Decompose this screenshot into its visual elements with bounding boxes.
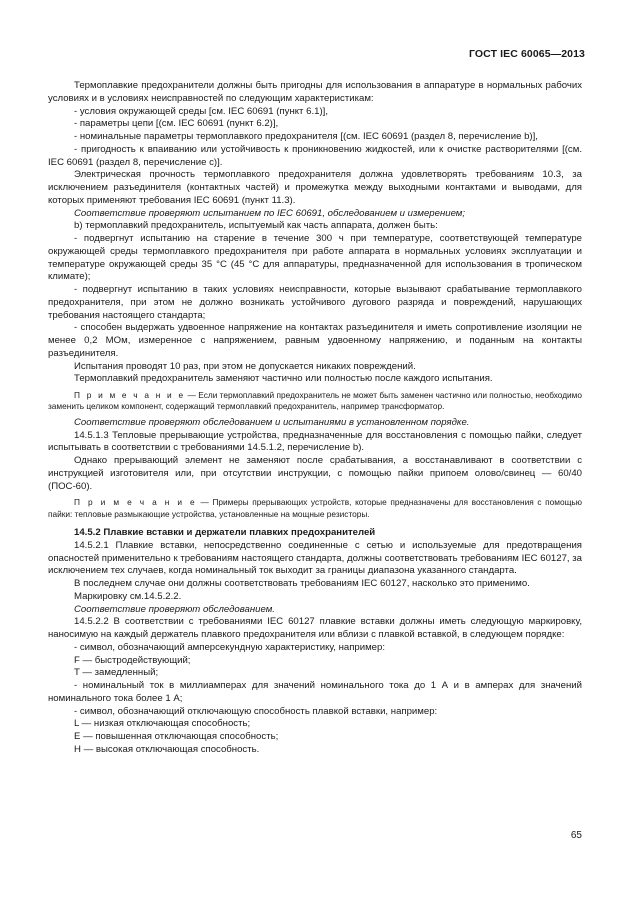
note-text: — Примеры прерывающих устройств, которые предназначены для восстановления с помощью пайки: тепловые размыкающие устройства, установленные на мощные резисторы. xyxy=(48,497,582,519)
paragraph: Электрическая прочность термоплавкого предохранителя должна удовлетворять требованиям 10.3, за исключением разъединителя (контактных частей) и промежутка между выходными контактами и выводами, для которых применяют требования IEC 60691 (пункт 11.3). xyxy=(48,169,582,206)
list-item: - условия окружающей среды [см. IEC 60691 (пункт 6.1)], xyxy=(74,105,328,117)
note xyxy=(48,390,582,413)
paragraph: 14.5.1.3 Тепловые прерывающие устройства, предназначенные для восстановления с помощью пайки, следует испытывать в соответствии с требованиями 14.5.1.2, перечисление b). xyxy=(48,429,582,454)
standard-header: ГОСТ IEC 60065—2013 xyxy=(468,48,585,60)
paragraph: 14.5.2.2 В соответствии с требованиями IEC 60127 плавкие вставки должны иметь следующую маркировку, наносимую на каждый держатель плавкого предохранителя или вблизи с плавкой вставкой, в следующем порядке: xyxy=(48,616,582,641)
compliance-statement: Соответствие проверяют обследованием. xyxy=(74,603,275,615)
list-item: - номинальные параметры термоплавкого предохранителя [(см. IEC 60691 (раздел 8, перечисление b)], xyxy=(74,131,538,142)
list-item: T — замедленный; xyxy=(74,667,159,679)
paragraph: Маркировку см.14.5.2.2. xyxy=(74,590,182,602)
paragraph: Испытания проводят 10 раз, при этом не допускается никаких повреждений. xyxy=(74,360,416,372)
list-item: - параметры цепи [(см. IEC 60691 (пункт 6.2)], xyxy=(74,118,279,130)
list-item: - пригодность к впаиванию или устойчивость к проникновению жидкостей, или к очистке растворителями [(см. IEC 60691 (раздел 8, перечисление c)]. xyxy=(48,143,582,168)
paragraph: Термоплавкие предохранители должны быть пригодны для использования в аппаратуре в нормальных рабочих условиях и в условиях неисправностей по следующим характеристикам: xyxy=(48,80,582,104)
paragraph: 14.5.2.1 Плавкие вставки, непосредственно соединенные с сетью и используемые для предотвращения опасностей применительно к требованиям настоящего стандарта, должны соответствовать требованиям IEC 60127, за исключением тех случаев, когда номинальный ток выходит за границы диапазона указанного стандарта. xyxy=(48,539,582,577)
list-item: F — быстродействующий; xyxy=(74,654,191,666)
list-item: - подвергнут испытанию в таких условиях неисправности, которые вызывают срабатывание термоплавкого предохранителя, при этом не должно возникать устойчивого дугового разряда и повреждений, нарушающих требования настоящего стандарта; xyxy=(48,284,582,321)
compliance-statement: Соответствие проверяют испытанием по IEC 60691, обследованием и измерением; xyxy=(74,207,466,219)
paragraph: Термоплавкий предохранитель заменяют частично или полностью после каждого испытания. xyxy=(74,373,493,385)
note-text: — Если термоплавкий предохранитель не может быть заменен частично или полностью, необходимо заменить целиком компонент, содержащий термоплавкий предохранитель, например трансформатор. xyxy=(48,390,582,412)
list-item: - способен выдержать удвоенное напряжение на контактах разъединителя и иметь сопротивление изоляции не менее 0,2 МОм, измеренное с напряжением, равным удвоенному напряжению, и поданным на контакты разъединителя. xyxy=(48,322,582,359)
list-item: - символ, обозначающий отключающую способность плавкой вставки, например: xyxy=(74,705,438,717)
list-item: L — низкая отключающая способность; xyxy=(74,718,251,730)
section-heading: 14.5.2 Плавкие вставки и держатели плавких предохранителей xyxy=(74,527,376,539)
list-item: - номинальный ток в миллиамперах для значений номинального тока до 1 А и в амперах для значений номинального тока более 1 А; xyxy=(48,680,582,704)
page-number: 65 xyxy=(570,830,582,841)
paragraph: b) термоплавкий предохранитель, испытуемый как часть аппарата, должен быть: xyxy=(74,220,438,232)
paragraph: Однако прерывающий элемент не заменяют после срабатывания, а восстанавливают в соответствии с инструкцией изготовителя или, при отсутствии инструкции, с помощью пайки припоем олово/свинец — 60/40 (ПОС-60). xyxy=(48,455,582,492)
note xyxy=(48,497,582,520)
page-body xyxy=(48,80,582,757)
list-item: H — высокая отключающая способность. xyxy=(74,743,260,755)
note-label: П р и м е ч а н и е xyxy=(74,390,186,400)
paragraph: В последнем случае они должны соответствовать требованиям IEC 60127, насколько это применимо. xyxy=(74,578,530,590)
note-label: П р и м е ч а н и е xyxy=(74,497,197,508)
list-item: E — повышенная отключающая способность; xyxy=(74,731,279,743)
list-item: - символ, обозначающий амперсекундную характеристику, например: xyxy=(74,641,386,653)
compliance-statement: Соответствие проверяют обследованием и испытаниями в установленном порядке. xyxy=(74,416,470,428)
list-item: - подвергнут испытанию на старение в течение 300 ч при температуре, соответствующей температуре окружающей среды термоплавкого предохранителя при работе аппарата в нормальных условиях эксплуатации и температуре окружающей среды 35 °С (45 °С для аппаратуры, предназначенной для использования в тропическом климате); xyxy=(48,233,582,283)
